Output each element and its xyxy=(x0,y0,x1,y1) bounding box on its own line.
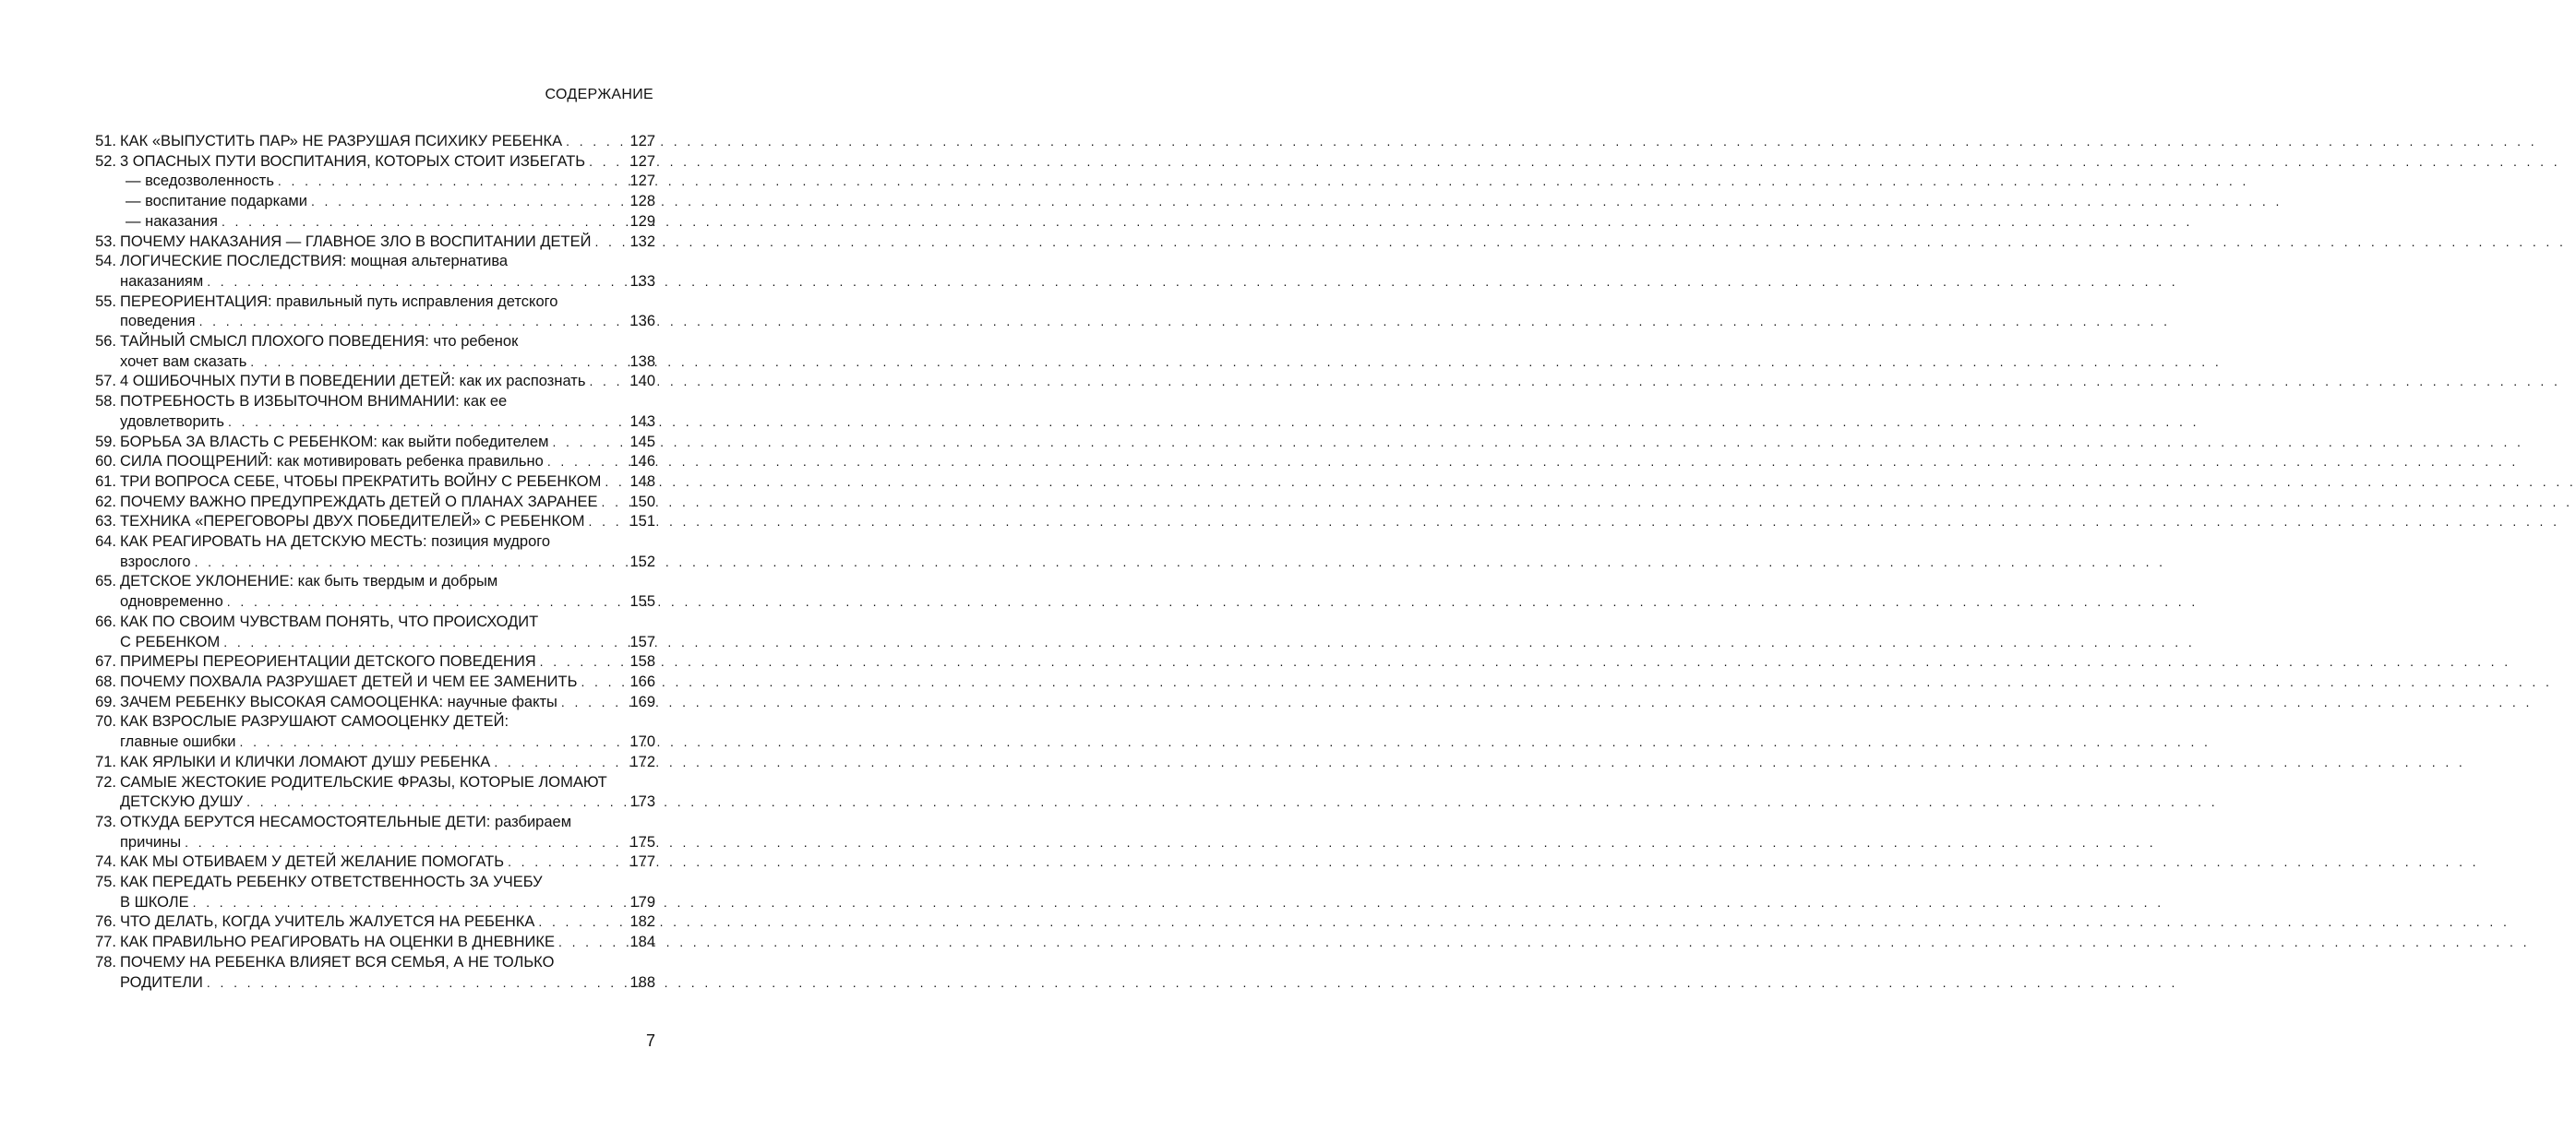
dot-leader xyxy=(307,192,630,212)
entry-last-line xyxy=(120,512,655,532)
entry-page-number: 169 xyxy=(629,693,655,710)
dot-leader xyxy=(591,232,629,253)
toc-entry xyxy=(83,493,655,513)
entry-title-line: РОДИТЕЛИ xyxy=(120,973,203,991)
entry-last-line xyxy=(126,172,655,192)
toc-entry xyxy=(83,512,655,532)
entry-page-number: 140 xyxy=(629,373,655,390)
entry-title-line: С РЕБЕНКОМ xyxy=(120,633,221,650)
entry-body xyxy=(120,212,655,232)
entry-number: 56. xyxy=(95,333,116,351)
entry-body xyxy=(120,572,655,612)
dot-leader xyxy=(181,833,629,853)
entry-last-line xyxy=(120,933,655,953)
entry-body xyxy=(120,873,655,912)
entry-title-line: ПЕРЕОРИЕНТАЦИЯ: правильный путь исправления детского xyxy=(120,292,558,310)
entry-title-line: СИЛА ПООЩРЕНИЙ: как мотивировать ребенка правильно xyxy=(120,453,544,471)
entry-title-line: ТАЙНЫЙ СМЫСЛ ПЛОХОГО ПОВЕДЕНИЯ: что ребенок xyxy=(120,333,519,351)
dot-leader xyxy=(601,472,629,493)
entry-last-line xyxy=(120,652,655,673)
entry-last-line xyxy=(120,493,655,513)
entry-body xyxy=(120,532,655,572)
entry-last-line xyxy=(120,452,655,472)
entry-title-line: КАК РЕАГИРОВАТЬ НА ДЕТСКУЮ МЕСТЬ: позиция мудрого xyxy=(120,533,551,551)
entry-title-line: В ШКОЛЕ xyxy=(120,893,189,911)
entry-last-line xyxy=(120,673,655,693)
toc-entry xyxy=(83,232,655,253)
entry-page-number: 152 xyxy=(629,553,655,570)
entry-number: 51. xyxy=(95,133,116,149)
entry-body xyxy=(120,912,655,933)
entry-last-line xyxy=(120,792,655,813)
entry-last-line xyxy=(120,553,655,573)
entry-number: 76. xyxy=(95,913,116,931)
entry-title-line: ОТКУДА БЕРУТСЯ НЕСАМОСТОЯТЕЛЬНЫЕ ДЕТИ: разбираем xyxy=(120,813,572,830)
entry-number: 62. xyxy=(95,493,116,510)
entry-title-line: КАК ЯРЛЫКИ И КЛИЧКИ ЛОМАЮТ ДУШУ РЕБЕНКА xyxy=(120,753,491,770)
entry-last-line xyxy=(120,312,655,332)
toc-entry xyxy=(83,753,655,773)
entry-last-line xyxy=(120,472,655,493)
dot-leader xyxy=(585,372,629,392)
toc-entry xyxy=(83,532,655,572)
entry-page-number: 133 xyxy=(629,272,655,290)
dot-leader xyxy=(544,452,630,472)
entry-title-line: САМЫЕ ЖЕСТОКИЕ РОДИТЕЛЬСКИЕ ФРАЗЫ, КОТОРЫЕ ЛОМАЮТ xyxy=(120,773,607,791)
entry-body xyxy=(120,933,655,953)
entry-body xyxy=(120,512,655,532)
entry-title-line: ЧТО ДЕЛАТЬ, КОГДА УЧИТЕЛЬ ЖАЛУЕТСЯ НА РЕБЕНКА xyxy=(120,913,535,931)
entry-title-line: ПОЧЕМУ ПОХВАЛА РАЗРУШАЕТ ДЕТЕЙ И ЧЕМ ЕЕ ЗАМЕНИТЬ xyxy=(120,673,578,690)
entry-page-number: 138 xyxy=(629,352,655,370)
entry-page-number: 182 xyxy=(629,913,655,931)
entry-page-number: 132 xyxy=(629,232,655,250)
toc-entry xyxy=(83,852,655,873)
dot-leader xyxy=(585,152,629,173)
toc-entry xyxy=(83,953,655,993)
entry-title-line: 3 ОПАСНЫХ ПУТИ ВОСПИТАНИЯ, КОТОРЫХ СТОИТ ИЗБЕГАТЬ xyxy=(120,152,586,170)
entry-last-line xyxy=(120,753,655,773)
entry-body xyxy=(120,472,655,493)
page-number: 7 xyxy=(645,1031,655,1050)
entry-title-line: — наказания xyxy=(126,212,218,230)
entry-number: 70. xyxy=(95,713,116,731)
toc-entry xyxy=(83,873,655,912)
entry-number: 68. xyxy=(95,673,116,690)
entry-page-number: 127 xyxy=(629,133,655,149)
entry-title-line: ПОЧЕМУ НА РЕБЕНКА ВЛИЯЕТ ВСЯ СЕМЬЯ, А НЕ ТОЛЬКО xyxy=(120,953,555,971)
entry-number: 69. xyxy=(95,693,116,710)
entry-page-number: 188 xyxy=(629,973,655,991)
toc-entry xyxy=(83,572,655,612)
entry-page-number: 175 xyxy=(629,833,655,851)
toc-entry xyxy=(83,773,655,813)
toc-entry xyxy=(83,933,655,953)
entry-last-line xyxy=(120,893,655,913)
dot-leader xyxy=(598,493,630,513)
entry-last-line xyxy=(126,212,655,232)
entry-number: 66. xyxy=(95,613,116,630)
entry-last-line xyxy=(120,272,655,292)
entry-body xyxy=(120,292,655,332)
toc-entry xyxy=(83,152,655,173)
entry-number: 55. xyxy=(95,292,116,310)
dot-leader xyxy=(577,673,629,693)
entry-title-line: КАК ПЕРЕДАТЬ РЕБЕНКУ ОТВЕТСТВЕННОСТЬ ЗА УЧЕБУ xyxy=(120,874,543,891)
entry-title-line: ЗАЧЕМ РЕБЕНКУ ВЫСОКАЯ САМООЦЕНКА: научные факты xyxy=(120,693,557,710)
entry-number: 64. xyxy=(95,533,116,551)
entry-body xyxy=(120,852,655,873)
entry-last-line xyxy=(120,433,655,453)
entry-body xyxy=(120,953,655,993)
entry-title-line: причины xyxy=(120,833,182,851)
entry-title-line: ПРИМЕРЫ ПЕРЕОРИЕНТАЦИИ ДЕТСКОГО ПОВЕДЕНИЯ xyxy=(120,653,536,671)
entry-body xyxy=(120,693,655,713)
entry-body xyxy=(120,613,655,652)
entry-title-line: 4 ОШИБОЧНЫХ ПУТИ В ПОВЕДЕНИИ ДЕТЕЙ: как их распознать xyxy=(120,373,586,390)
toc-entry xyxy=(83,472,655,493)
entry-title-line: КАК «ВЫПУСТИТЬ ПАР» НЕ РАЗРУШАЯ ПСИХИКУ РЕБЕНКА xyxy=(120,133,563,149)
entry-page-number: 172 xyxy=(629,753,655,770)
entry-last-line xyxy=(120,592,655,613)
entry-title-line: ТЕХНИКА «ПЕРЕГОВОРЫ ДВУХ ПОБЕДИТЕЛЕЙ» С РЕБЕНКОМ xyxy=(120,513,585,530)
dot-leader xyxy=(196,312,630,332)
toc-entry xyxy=(83,372,655,392)
entry-number: 65. xyxy=(95,573,116,590)
entry-number: 73. xyxy=(95,813,116,830)
entry-number: 75. xyxy=(95,874,116,891)
running-head: СОДЕРЖАНИЕ xyxy=(545,87,653,102)
entry-last-line xyxy=(120,372,655,392)
entry-page-number: 155 xyxy=(629,593,655,611)
dot-leader xyxy=(585,512,630,532)
dot-leader xyxy=(557,693,630,713)
entry-page-number: 145 xyxy=(629,433,655,450)
dot-leader xyxy=(246,352,629,373)
entry-title-line: ПОТРЕБНОСТЬ В ИЗБЫТОЧНОМ ВНИМАНИИ: как ее xyxy=(120,393,508,411)
entry-title-line: ПОЧЕМУ НАКАЗАНИЯ — ГЛАВНОЕ ЗЛО В ВОСПИТАНИИ ДЕТЕЙ xyxy=(120,232,592,250)
entry-body xyxy=(120,392,655,432)
entry-body xyxy=(120,172,655,192)
entry-number: 54. xyxy=(95,253,116,270)
entry-number: 74. xyxy=(95,853,116,871)
entry-page-number: 127 xyxy=(629,173,655,190)
entry-body xyxy=(120,232,655,253)
entry-body xyxy=(120,372,655,392)
dot-leader xyxy=(490,753,629,773)
entry-body xyxy=(120,332,655,372)
entry-number: 60. xyxy=(95,453,116,471)
entry-body xyxy=(120,773,655,813)
entry-page-number: 179 xyxy=(629,893,655,911)
entry-number: 72. xyxy=(95,773,116,791)
dot-leader xyxy=(243,792,629,813)
toc-entry xyxy=(83,192,655,212)
entry-body xyxy=(120,652,655,673)
entry-last-line xyxy=(120,852,655,873)
entry-title-line: ДЕТСКОЕ УКЛОНЕНИЕ: как быть твердым и добрым xyxy=(120,573,498,590)
dot-leader xyxy=(536,652,630,673)
entry-body xyxy=(120,753,655,773)
toc-entry xyxy=(83,912,655,933)
entry-body xyxy=(120,192,655,212)
entry-title-line: удовлетворить xyxy=(120,412,225,430)
entry-page-number: 170 xyxy=(629,733,655,751)
entry-last-line xyxy=(120,152,655,173)
entry-body xyxy=(120,493,655,513)
entry-body xyxy=(120,813,655,852)
entry-body xyxy=(120,252,655,292)
toc-entry xyxy=(83,292,655,332)
entry-title-line: КАК МЫ ОТБИВАЕМ У ДЕТЕЙ ЖЕЛАНИЕ ПОМОГАТЬ xyxy=(120,853,505,871)
entry-page-number: 148 xyxy=(629,472,655,490)
entry-last-line xyxy=(120,132,655,152)
entry-number: 67. xyxy=(95,653,116,671)
entry-page-number: 150 xyxy=(629,493,655,510)
entry-body xyxy=(120,712,655,752)
entry-last-line xyxy=(120,733,655,753)
entry-page-number: 146 xyxy=(629,453,655,471)
toc-entry xyxy=(83,652,655,673)
entry-number: 58. xyxy=(95,393,116,411)
entry-last-line xyxy=(120,633,655,653)
entry-page-number: 129 xyxy=(629,212,655,230)
dot-leader xyxy=(548,433,629,453)
toc-entry xyxy=(83,392,655,432)
toc-entry xyxy=(83,452,655,472)
entry-page-number: 143 xyxy=(629,412,655,430)
dot-leader xyxy=(555,933,629,953)
entry-page-number: 127 xyxy=(629,152,655,170)
entry-number: 61. xyxy=(95,472,116,490)
entry-page-number: 158 xyxy=(629,653,655,671)
dot-leader xyxy=(562,132,629,152)
entry-title-line: наказаниям xyxy=(120,272,204,290)
entry-number: 77. xyxy=(95,934,116,951)
dot-leader xyxy=(504,852,629,873)
dot-leader xyxy=(224,412,629,433)
entry-page-number: 166 xyxy=(629,673,655,690)
toc-entry xyxy=(83,693,655,713)
entry-title-line: одновременно xyxy=(120,593,223,611)
toc-entry xyxy=(83,172,655,192)
dot-leader xyxy=(235,733,629,753)
dot-leader xyxy=(218,212,630,232)
entry-body xyxy=(120,673,655,693)
entry-title-line: поведения xyxy=(120,313,196,330)
entry-title-line: КАК ВЗРОСЛЫЕ РАЗРУШАЮТ САМООЦЕНКУ ДЕТЕЙ: xyxy=(120,713,509,731)
toc-entry xyxy=(83,613,655,652)
entry-number: 63. xyxy=(95,513,116,530)
toc-entry xyxy=(83,252,655,292)
entry-page-number: 173 xyxy=(629,793,655,811)
dot-leader xyxy=(189,893,630,913)
entry-page-number: 151 xyxy=(629,513,655,530)
dot-leader xyxy=(203,272,629,292)
entry-title-line: КАК ПО СВОИМ ЧУВСТВАМ ПОНЯТЬ, ЧТО ПРОИСХОДИТ xyxy=(120,613,539,630)
entry-number: 52. xyxy=(95,152,116,170)
entry-last-line xyxy=(120,412,655,433)
entry-number: 59. xyxy=(95,433,116,450)
entry-number: 71. xyxy=(95,753,116,770)
entry-last-line xyxy=(120,833,655,853)
dot-leader xyxy=(191,553,630,573)
entry-page-number: 136 xyxy=(629,313,655,330)
entry-body xyxy=(120,132,655,152)
entry-title-line: хочет вам сказать xyxy=(120,352,247,370)
entry-last-line xyxy=(120,912,655,933)
entry-last-line xyxy=(120,232,655,253)
dot-leader xyxy=(534,912,629,933)
dot-leader xyxy=(274,172,630,192)
entry-title-line: — воспитание подарками xyxy=(126,193,307,210)
toc-entry xyxy=(83,813,655,852)
entry-title-line: ТРИ ВОПРОСА СЕБЕ, ЧТОБЫ ПРЕКРАТИТЬ ВОЙНУ С РЕБЕНКОМ xyxy=(120,472,602,490)
toc-entry xyxy=(83,132,655,152)
entry-number: 57. xyxy=(95,373,116,390)
entry-body xyxy=(120,433,655,453)
entry-body xyxy=(120,452,655,472)
dot-leader xyxy=(223,592,630,613)
entry-last-line xyxy=(120,693,655,713)
entry-page-number: 128 xyxy=(629,193,655,210)
entry-title-line: — вседозволенность xyxy=(126,173,274,190)
entry-page-number: 184 xyxy=(629,934,655,951)
entry-last-line xyxy=(126,192,655,212)
toc-entry xyxy=(83,673,655,693)
entry-number: 78. xyxy=(95,953,116,971)
entry-title-line: главные ошибки xyxy=(120,733,236,751)
table-of-contents xyxy=(83,132,655,993)
dot-leader xyxy=(203,973,630,994)
entry-last-line xyxy=(120,973,655,994)
toc-entry xyxy=(83,433,655,453)
entry-last-line xyxy=(120,352,655,373)
entry-title-line: ЛОГИЧЕСКИЕ ПОСЛЕДСТВИЯ: мощная альтернатива xyxy=(120,253,509,270)
toc-entry xyxy=(83,332,655,372)
entry-title-line: БОРЬБА ЗА ВЛАСТЬ С РЕБЕНКОМ: как выйти победителем xyxy=(120,433,549,450)
entry-title-line: ПОЧЕМУ ВАЖНО ПРЕДУПРЕЖДАТЬ ДЕТЕЙ О ПЛАНАХ ЗАРАНЕЕ xyxy=(120,493,598,510)
entry-title-line: КАК ПРАВИЛЬНО РЕАГИРОВАТЬ НА ОЦЕНКИ В ДНЕВНИКЕ xyxy=(120,934,555,951)
entry-body xyxy=(120,152,655,173)
entry-title-line: взрослого xyxy=(120,553,191,570)
dot-leader xyxy=(220,633,629,653)
entry-title-line: ДЕТСКУЮ ДУШУ xyxy=(120,793,244,811)
toc-entry xyxy=(83,212,655,232)
entry-page-number: 177 xyxy=(629,853,655,871)
entry-number: 53. xyxy=(95,232,116,250)
entry-page-number: 157 xyxy=(629,633,655,650)
toc-entry xyxy=(83,712,655,752)
